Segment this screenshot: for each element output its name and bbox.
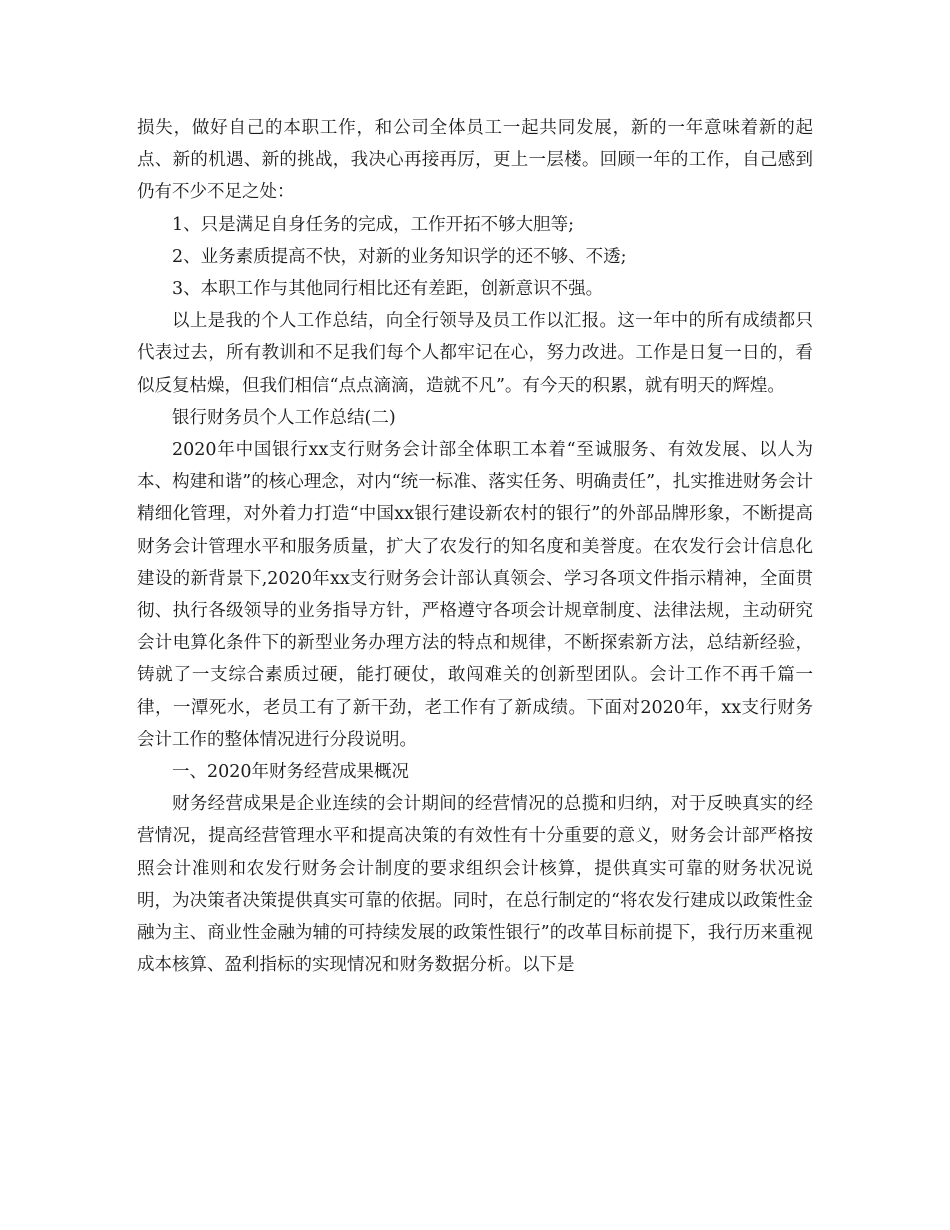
paragraph-9: 财务经营成果是企业连续的会计期间的经营情况的总揽和归纳，对于反映真实的经营情况，提高经营管理水平和提高决策的有效性有十分重要的意义，财务会计部严格按照会计准则和农发行财务会计制度的要求组织会计核算，提供真实可靠的财务状况说明，为决策者决策提供真实可靠的依据。同时，在总行制定的“将农发行建成以政策性金融为主、商业性金融为辅的可持续发展的政策性银行”的改革目标前提下，我行历来重视成本核算、盈利指标的实现情况和财务数据分析。以下是 (137, 794, 813, 976)
paragraph-2: 1、只是满足自身任务的完成，工作开拓不够大胆等; (172, 214, 575, 235)
paragraph-4: 3、本职工作与其他同行相比还有差距，创新意识不强。 (172, 279, 604, 300)
subsection-heading-1: 一、2020年财务经营成果概况 (172, 762, 410, 783)
document-body (137, 112, 813, 981)
paragraph-1: 损失，做好自己的本职工作，和公司全体员工一起共同发展，新的一年意味着新的起点、新的机遇、新的挑战，我决心再接再厉，更上一层楼。回顾一年的工作，自己感到仍有不少不足之处： (137, 118, 813, 203)
paragraph-7: 2020年中国银行xx支行财务会计部全体职工本着“至诚服务、有效发展、以人为本、构建和谐”的核心理念，对内“统一标准、落实任务、明确责任”，扎实推进财务会计精细化管理，对外着力打造“中国xx银行建设新农村的银行”的外部品牌形象，不断提高财务会计管理水平和服务质量，扩大了农发行的知名度和美誉度。在农发行会计信息化建设的新背景下,2020年xx支行财务会计部认真领会、学习各项文件指示精神，全面贯彻、执行各级领导的业务指导方针，严格遵守各项会计规章制度、法律法规，主动研究会计电算化条件下的新型业务办理方法的特点和规律，不断探索新方法，总结新经验，铸就了一支综合素质过硬，能打硬仗，敢闯难关的创新型团队。会计工作不再千篇一律，一潭死水，老员工有了新干劲，老工作有了新成绩。下面对2020年，xx支行财务会计工作的整体情况进行分段说明。 (137, 440, 813, 750)
section-heading-2: 银行财务员个人工作总结(二) (172, 407, 396, 428)
paragraph-5: 以上是我的个人工作总结，向全行领导及员工作以汇报。这一年中的所有成绩都只代表过去，所有教训和不足我们每个人都牢记在心，努力改进。工作是日复一日的，看似反复枯燥，但我们相信“点点滴滴，造就不凡”。有今天的积累，就有明天的辉煌。 (137, 311, 813, 396)
paragraph-3: 2、业务素质提高不快，对新的业务知识学的还不够、不透; (172, 246, 627, 267)
